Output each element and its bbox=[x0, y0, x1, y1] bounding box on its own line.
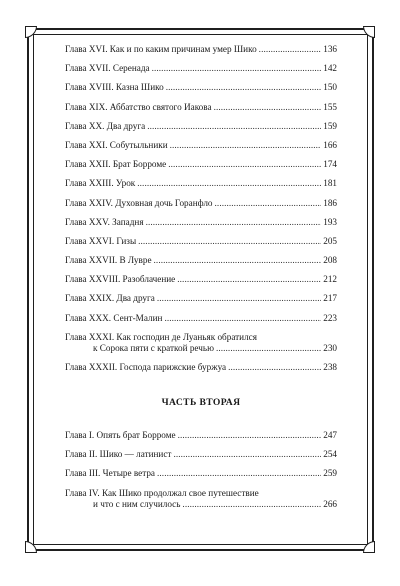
dot-leader bbox=[215, 198, 322, 209]
toc-entry bbox=[65, 217, 337, 228]
dot-leader bbox=[157, 468, 321, 479]
toc-entry bbox=[65, 102, 337, 113]
toc-page-number: 155 bbox=[323, 101, 337, 112]
toc-entry-line bbox=[65, 63, 337, 74]
toc-entry-line bbox=[65, 217, 337, 228]
part-two-heading: ЧАСТЬ ВТОРАЯ bbox=[161, 397, 241, 408]
toc-entry-line bbox=[65, 198, 337, 209]
toc-entry bbox=[65, 488, 337, 510]
dot-leader bbox=[146, 217, 322, 228]
toc-page-number: 193 bbox=[323, 216, 337, 227]
toc-entry-title: Глава XXIII. Урок bbox=[65, 178, 136, 189]
toc-page-number: 247 bbox=[323, 430, 337, 440]
toc-page-number: 217 bbox=[323, 293, 337, 304]
toc-entry bbox=[65, 63, 337, 74]
toc-entry-title: Глава III. Четыре ветра bbox=[65, 468, 156, 479]
dot-leader bbox=[216, 343, 321, 354]
toc-page-number: 230 bbox=[323, 342, 337, 353]
table-of-contents bbox=[65, 44, 337, 518]
dot-leader bbox=[178, 430, 322, 441]
toc-entry-title-continued: к Сорока пяти с краткой речью bbox=[93, 342, 214, 353]
toc-page-number: 238 bbox=[323, 362, 337, 372]
toc-entry bbox=[65, 198, 337, 209]
toc-entry-title: Глава XVIII. Казна Шико bbox=[65, 82, 164, 93]
toc-page-number: 266 bbox=[323, 498, 337, 509]
dot-leader bbox=[182, 499, 321, 510]
toc-page-number: 166 bbox=[323, 139, 337, 150]
toc-entry bbox=[65, 255, 337, 266]
toc-entry-line bbox=[65, 121, 337, 132]
toc-entry-title: Глава XXII. Брат Борроме bbox=[65, 159, 167, 170]
toc-entry-title: Глава XX. Два друга bbox=[65, 120, 146, 131]
dot-leader bbox=[214, 102, 322, 113]
toc-entry bbox=[65, 236, 337, 247]
toc-entry-title-continued: и что с ним случилось bbox=[93, 498, 181, 509]
toc-page-number: 186 bbox=[323, 197, 337, 208]
toc-entry bbox=[65, 274, 337, 285]
toc-entry-title: Глава XVII. Серенада bbox=[65, 63, 150, 74]
toc-entry-title: Глава XIX. Аббатство святого Иакова bbox=[65, 101, 212, 112]
toc-entry-title: Глава XXIX. Два друга bbox=[65, 293, 155, 304]
toc-entry-title: Глава XXV. Западня bbox=[65, 216, 144, 227]
toc-entry bbox=[65, 449, 337, 460]
dot-leader bbox=[170, 140, 322, 151]
dot-leader bbox=[154, 255, 322, 266]
toc-entry-line bbox=[65, 293, 337, 304]
dot-leader bbox=[177, 274, 321, 285]
toc-page-number: 223 bbox=[323, 312, 337, 323]
toc-entry-title: Глава I. Опять брат Борроме bbox=[65, 430, 176, 440]
toc-entry-line bbox=[65, 140, 337, 151]
toc-entry-title: Глава XXXII. Господа парижские буржуа bbox=[65, 362, 227, 372]
toc-entry-title: Глава XXX. Сент-Малин bbox=[65, 312, 163, 323]
toc-entry-line bbox=[65, 159, 337, 170]
toc-entry bbox=[65, 362, 337, 373]
toc-entry-title: Глава XXXI. Как господин де Луаньяк обратился bbox=[65, 331, 257, 342]
toc-entry bbox=[65, 430, 337, 441]
dot-leader bbox=[137, 178, 321, 189]
toc-page-number: 254 bbox=[323, 449, 337, 460]
toc-entry bbox=[65, 44, 337, 55]
toc-entry bbox=[65, 159, 337, 170]
toc-entry-title: Глава XXVI. Гизы bbox=[65, 235, 137, 246]
toc-entry-title: Глава XXVIII. Разоблачение bbox=[65, 274, 176, 285]
part-one-entries bbox=[65, 44, 337, 373]
toc-entry-line bbox=[65, 343, 337, 354]
dot-leader bbox=[152, 63, 322, 74]
toc-page-number: 159 bbox=[323, 120, 337, 131]
toc-entry bbox=[65, 313, 337, 324]
toc-page-number: 142 bbox=[323, 63, 337, 74]
toc-entry bbox=[65, 178, 337, 189]
dot-leader bbox=[168, 159, 321, 170]
toc-entry-title: Глава XXIV. Духовная дочь Горанфло bbox=[65, 197, 213, 208]
toc-entry-title: Глава II. Шико — латинист bbox=[65, 449, 172, 460]
toc-entry-line bbox=[65, 255, 337, 266]
dot-leader bbox=[166, 82, 322, 93]
toc-entry-line bbox=[65, 430, 337, 441]
toc-page-number: 174 bbox=[323, 159, 337, 170]
toc-page-number: 259 bbox=[323, 468, 337, 479]
toc-entry-line bbox=[65, 499, 337, 510]
toc-entry-title: Глава XVI. Как и по каким причинам умер Шико bbox=[65, 44, 257, 54]
dot-leader bbox=[138, 236, 321, 247]
dot-leader bbox=[259, 44, 322, 55]
toc-entry-line bbox=[65, 468, 337, 479]
dot-leader bbox=[173, 449, 321, 460]
toc-entry-line bbox=[65, 313, 337, 324]
dot-leader bbox=[164, 313, 321, 324]
toc-entry bbox=[65, 332, 337, 354]
toc-entry-line bbox=[65, 102, 337, 113]
part-two-entries bbox=[65, 430, 337, 510]
toc-entry-line bbox=[65, 44, 337, 55]
toc-entry-line bbox=[65, 236, 337, 247]
toc-page-number: 150 bbox=[323, 82, 337, 93]
toc-entry-line bbox=[65, 178, 337, 189]
toc-entry bbox=[65, 468, 337, 479]
dot-leader bbox=[157, 293, 321, 304]
toc-entry bbox=[65, 140, 337, 151]
toc-entry bbox=[65, 82, 337, 93]
dot-leader bbox=[147, 121, 321, 132]
toc-page-number: 208 bbox=[323, 255, 337, 266]
toc-entry-line bbox=[65, 82, 337, 93]
toc-entry-line bbox=[65, 274, 337, 285]
toc-page-number: 136 bbox=[323, 44, 337, 54]
toc-entry-line bbox=[65, 449, 337, 460]
toc-page-number: 205 bbox=[323, 235, 337, 246]
toc-entry-title: Глава XXI. Собутыльники bbox=[65, 139, 168, 150]
toc-entry-title: Глава IV. Как Шико продолжал свое путешествие bbox=[65, 487, 259, 498]
toc-entry bbox=[65, 293, 337, 304]
toc-page-number: 212 bbox=[323, 274, 337, 285]
toc-entry bbox=[65, 121, 337, 132]
toc-entry-line bbox=[65, 362, 337, 373]
toc-entry-title: Глава XXVII. В Лувре bbox=[65, 255, 152, 266]
dot-leader bbox=[228, 362, 321, 373]
toc-page-number: 181 bbox=[323, 178, 337, 189]
